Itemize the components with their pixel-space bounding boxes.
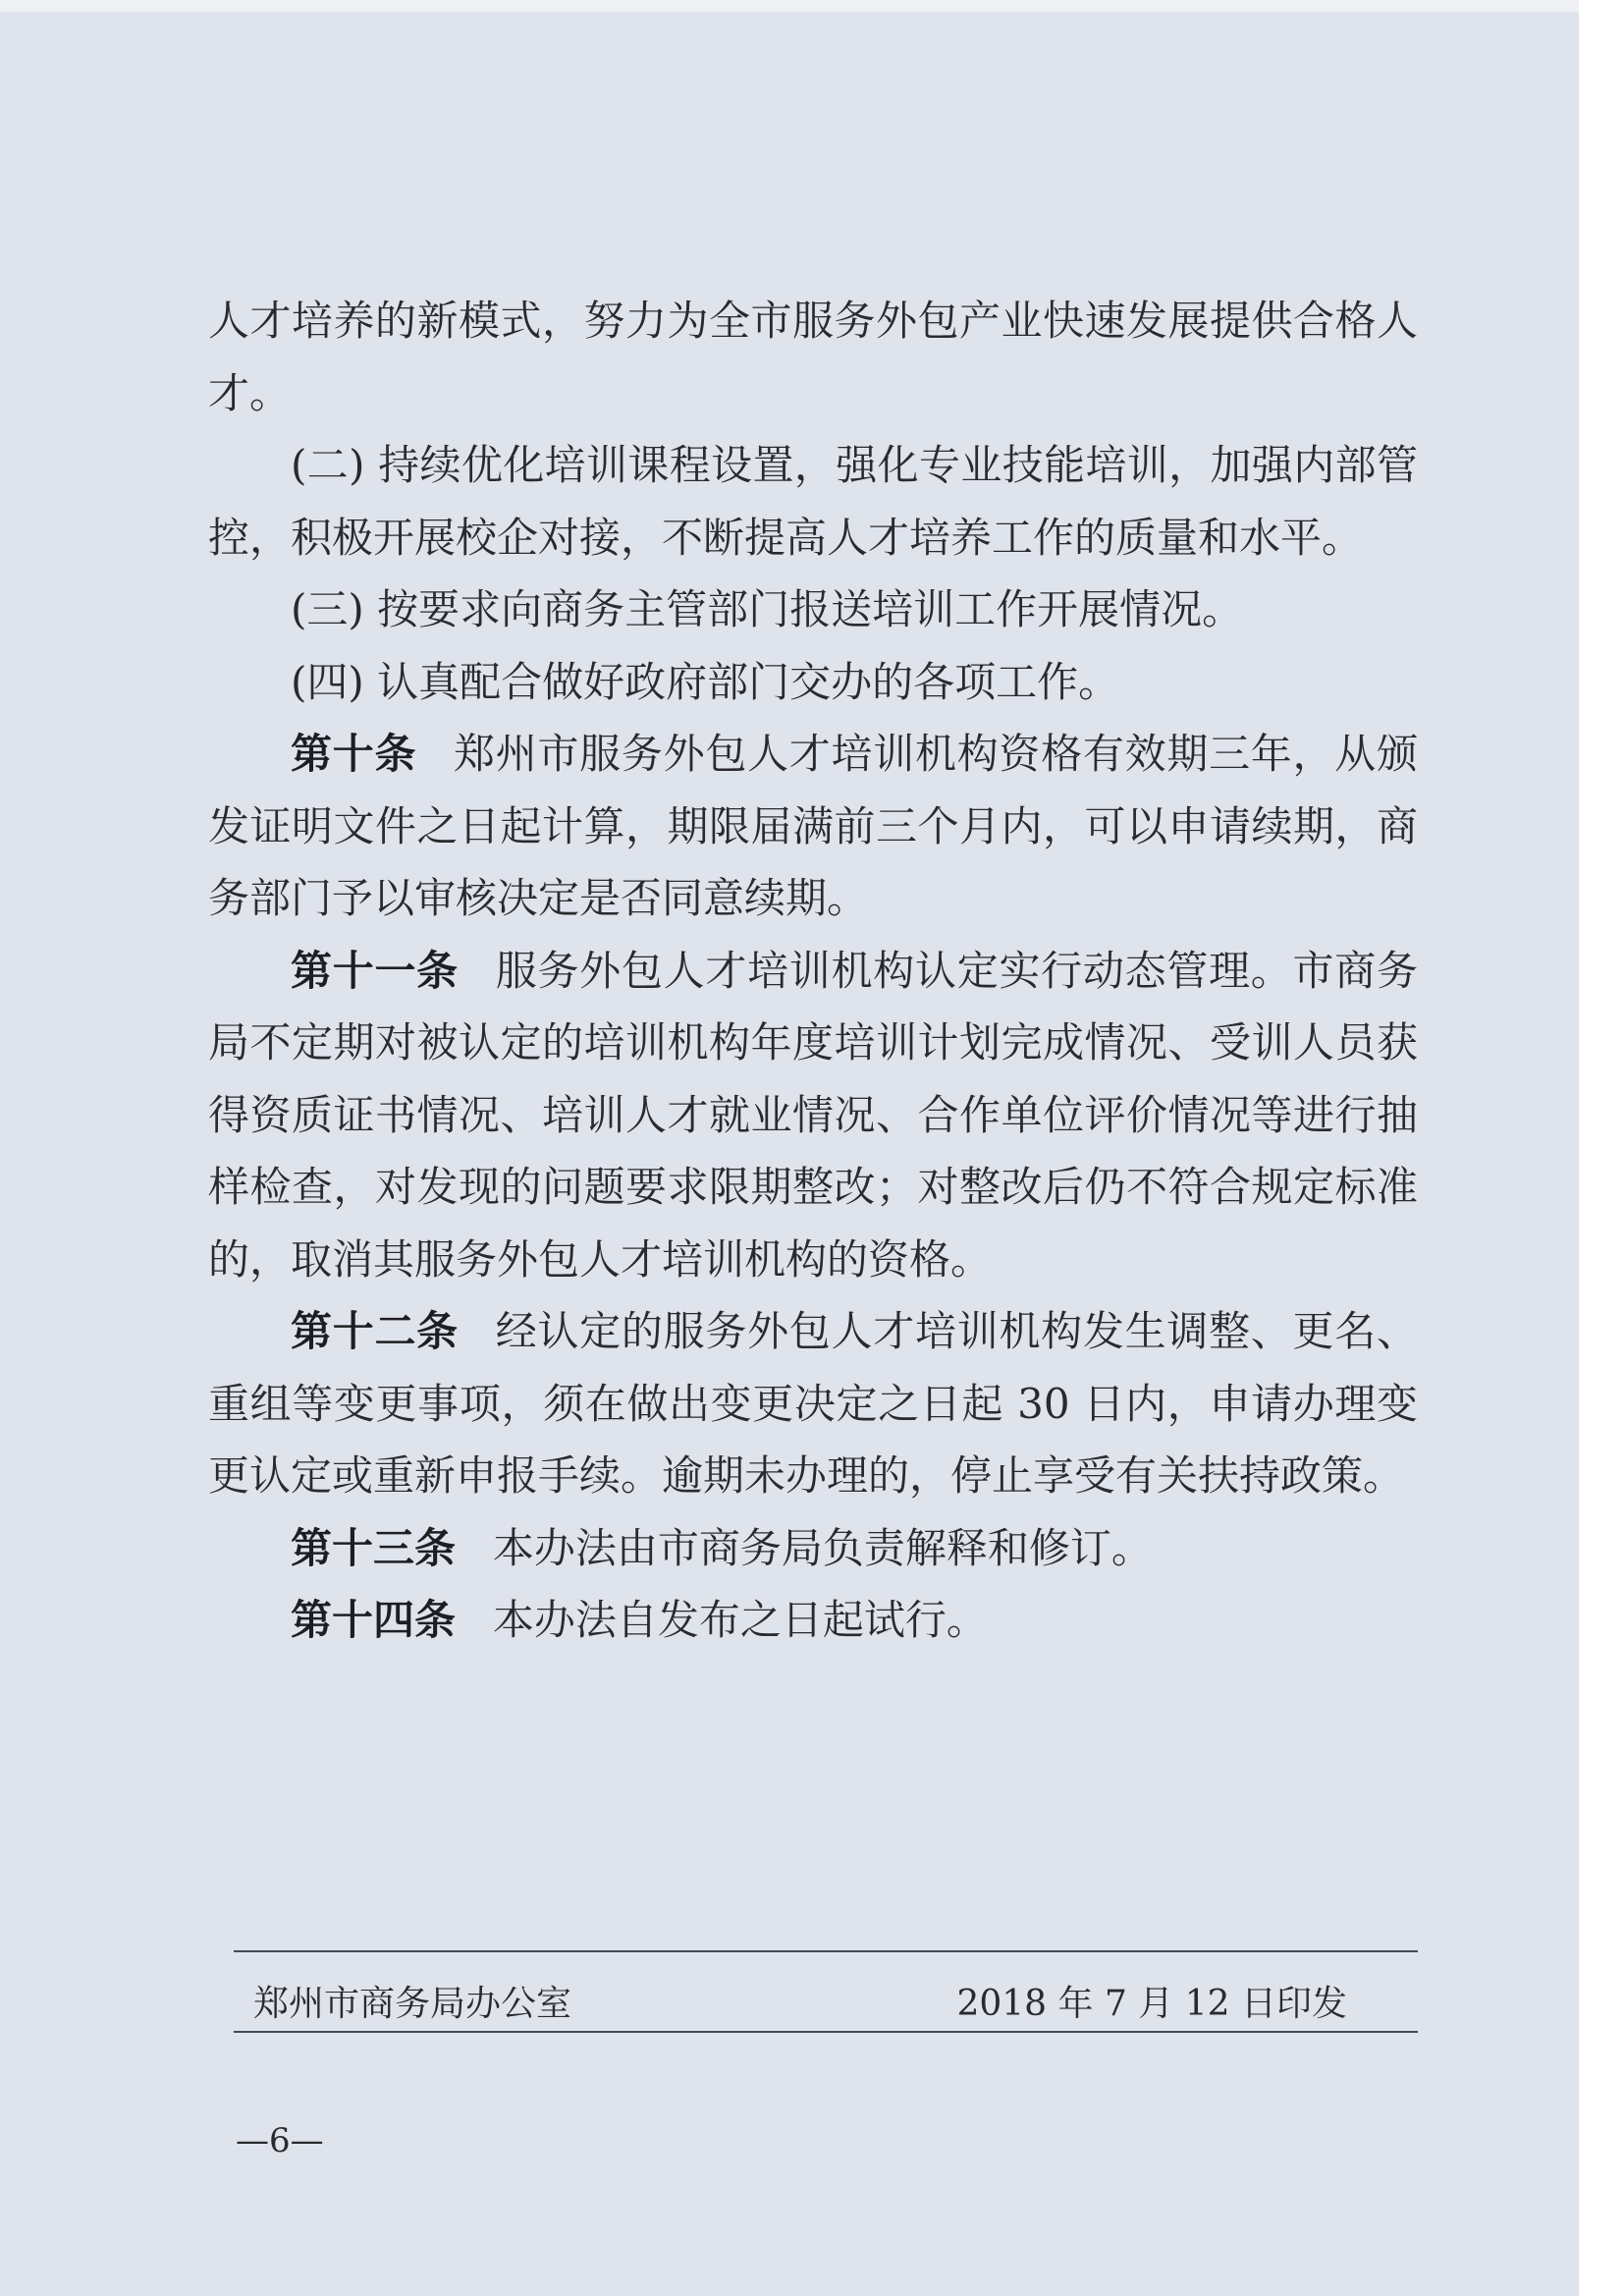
article-heading: 第十二条 xyxy=(291,1307,459,1355)
footer-issuer: 郑州市商务局办公室 xyxy=(253,1984,572,2024)
article-13 xyxy=(208,1512,1418,1585)
article-text: 经认定的服务外包人才培训机构发生调整、更名、重组等变更事项，须在做出变更决定之日起 30 日内，申请办理变更认定或重新申报手续。逾期未办理的，停止享受有关扶持政策。 xyxy=(208,1307,1418,1500)
article-heading: 第十一条 xyxy=(291,946,459,995)
paragraph-item-3: (三) 按要求向商务主管部门报送培训工作开展情况。 xyxy=(291,585,1244,633)
article-10 xyxy=(208,718,1418,935)
footer-issue-date: 2018 年 7 月 12 日印发 xyxy=(956,1984,1347,2024)
article-text: 本办法由市商务局负责解释和修订。 xyxy=(492,1523,1153,1572)
article-12 xyxy=(208,1295,1418,1512)
footer-top-rule xyxy=(234,1950,1418,1952)
article-heading: 第十条 xyxy=(291,730,417,778)
paragraph-continuation: 人才培养的新模式，努力为全市服务外包产业快速发展提供合格人才。 xyxy=(208,297,1418,417)
footer-bottom-rule xyxy=(234,2031,1418,2033)
article-text: 本办法自发布之日起试行。 xyxy=(492,1596,988,1644)
paragraph-item-4: (四) 认真配合做好政府部门交办的各项工作。 xyxy=(291,657,1120,706)
article-text: 郑州市服务外包人才培训机构资格有效期三年，从颁发证明文件之日起计算，期限届满前三个月内，可以申请续期，商务部门予以审核决定是否同意续期。 xyxy=(208,730,1418,922)
paragraph-item-2: (二) 持续优化培训课程设置，强化专业技能培训，加强内部管控，积极开展校企对接，不断提高人才培养工作的质量和水平。 xyxy=(208,441,1418,562)
document-body xyxy=(208,285,1418,1657)
scan-top-edge xyxy=(0,0,1579,12)
article-heading: 第十四条 xyxy=(291,1596,457,1644)
page-number: —6— xyxy=(236,2121,324,2160)
scan-right-margin xyxy=(1579,0,1624,2296)
article-text: 服务外包人才培训机构认定实行动态管理。市商务局不定期对被认定的培训机构年度培训计划完成情况、受训人员获得资质证书情况、培训人才就业情况、合作单位评价情况等进行抽样检查，对发现的问题要求限期整改；对整改后仍不符合规定标准的，取消其服务外包人才培训机构的资格。 xyxy=(208,946,1418,1284)
article-heading: 第十三条 xyxy=(291,1523,457,1572)
article-14 xyxy=(208,1584,1418,1657)
article-11 xyxy=(208,935,1418,1296)
